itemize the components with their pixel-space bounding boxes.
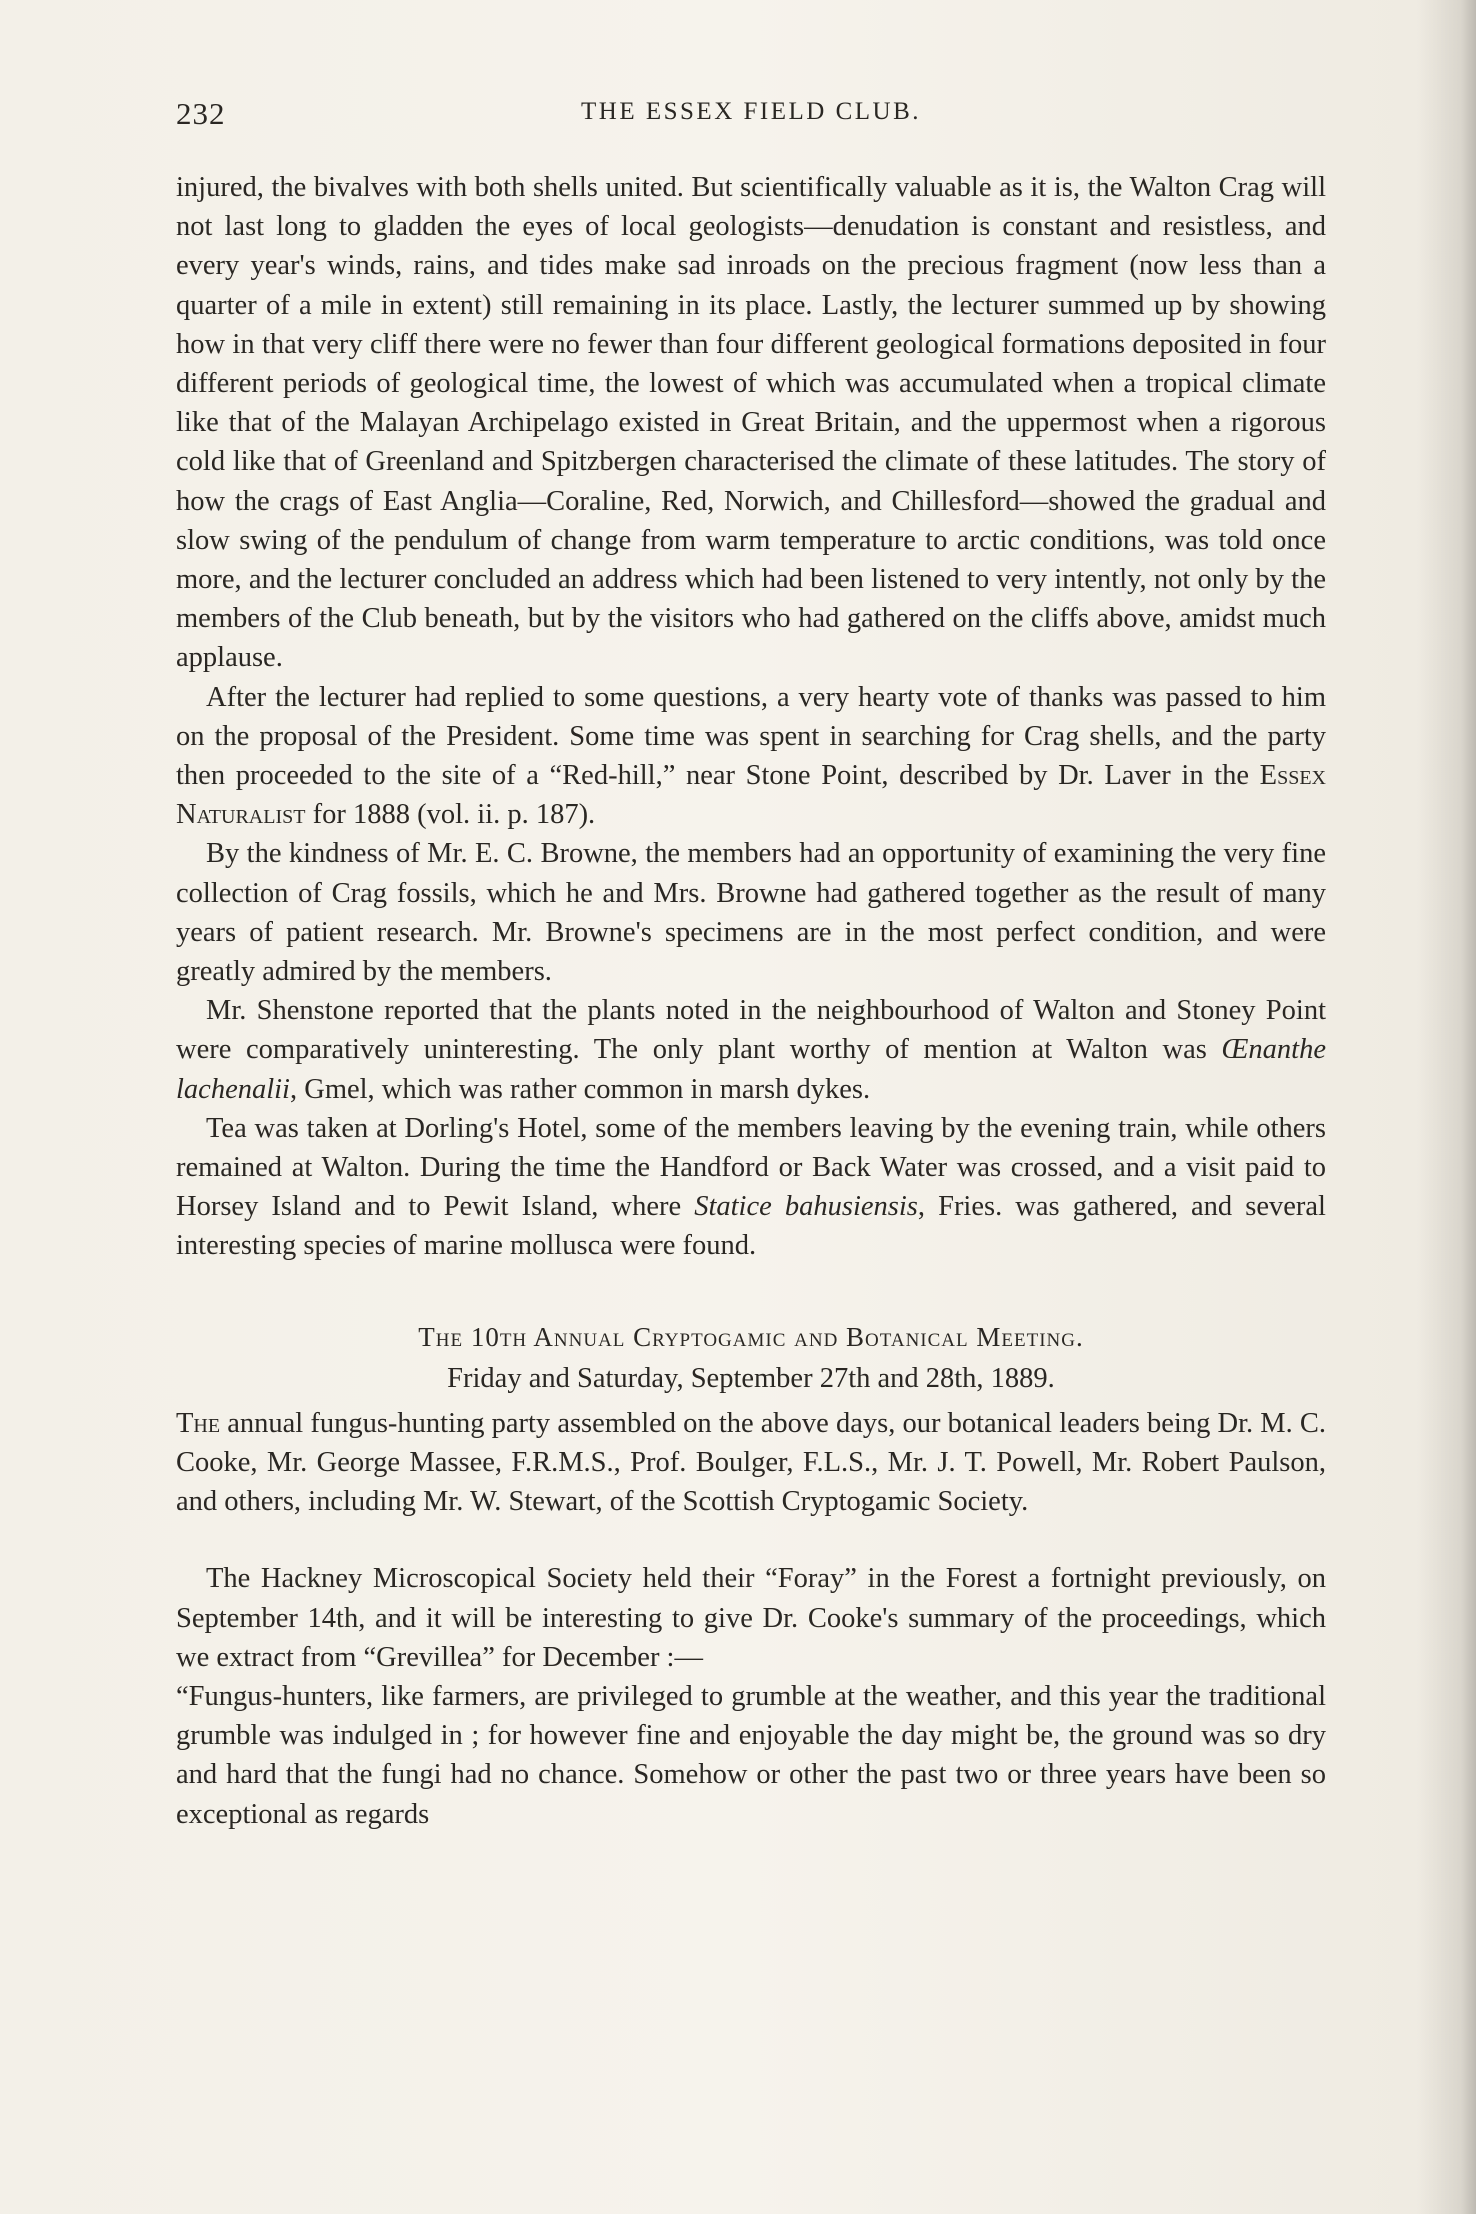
page-header <box>176 96 1326 136</box>
paragraph-walton-crag: injured, the bivalves with both shells united. But scientifically valuable as it is, the Walton Crag will not last long to gladden the eyes of local geologists—denudation is constant and resistless, and every year's winds, rains, and tides make sad inroads on the precious fragment (now less than a quarter of a mile in extent) still remaining in its place. Lastly, the lecturer summed up by showing how in that very cliff there were no fewer than four different geological formations deposited in four different periods of geological time, the lowest of which was accumulated when a tropical climate like that of the Malayan Archipelago existed in Great Britain, and the uppermost when a rigorous cold like that of Greenland and Spitzbergen characterised the climate of these latitudes. The story of how the crags of East Anglia—Coraline, Red, Norwich, and Chillesford—showed the gradual and slow swing of the pendulum of change from warm temperature to arctic conditions, was told once more, and the lecturer concluded an address which had been listened to very intently, not only by the members of the Club beneath, but by the visitors who had gathered on the cliffs above, amidst much applause. <box>176 172 1326 674</box>
paragraph-text: After the lecturer had replied to some questions, a very hearty vote of thanks was passed to him on the proposal of the President. Some time was spent in searching for Crag shells, and the party then proceeded to the site of a “Red-hill,” near Stone Point, described by Dr. Laver in the <box>176 681 1326 792</box>
paragraph-text: , Gmel, which was rather common in marsh dykes. <box>289 1073 871 1105</box>
paragraph-gap <box>176 1521 1326 1559</box>
paragraph-shenstone-plants <box>176 991 1326 1109</box>
running-head: THE ESSEX FIELD CLUB. <box>581 98 921 125</box>
body-text <box>176 168 1326 1834</box>
section-date: Friday and Saturday, September 27th and 28th, 1889. <box>447 1362 1055 1394</box>
paragraph-text: Mr. Shenstone reported that the plants noted in the neighbourhood of Walton and Stoney Point were comparatively uninteresting. The only plant worthy of mention at Walton was <box>176 995 1326 1066</box>
paragraph-text: , Fries. was gathered, and several interesting species of marine mollusca were found. <box>176 1191 1326 1262</box>
paragraph-vote-of-thanks <box>176 678 1326 835</box>
paragraph-lead-word: The <box>176 1407 221 1439</box>
paragraph-text: annual fungus-hunting party assembled on the above days, our botanical leaders being Dr. M. C. Cooke, Mr. George Massee, F.R.M.S., Prof. Boulger, F.L.S., Mr. J. T. Powell, Mr. Robert Paulson, and others, including Mr. W. Stewart, of the Scottish Cryptogamic Society. <box>176 1407 1326 1518</box>
page-number: 232 <box>176 96 226 131</box>
paragraph-quoted-summary: “Fungus-hunters, like farmers, are privileged to grumble at the weather, and this year the traditional grumble was indulged in ; for however fine and enjoyable the day might be, the ground was so dry and hard that the fungi had no chance. Somehow or other the past two or three years have been so exceptional as regards <box>176 1680 1326 1830</box>
paragraph-browne-collection: By the kindness of Mr. E. C. Browne, the members had an opportunity of examining the very fine collection of Crag fossils, which he and Mrs. Browne had gathered together as the result of many years of patient research. Mr. Browne's specimens are in the most perfect condition, and were greatly admired by the members. <box>176 838 1326 988</box>
paragraph-text: Tea was taken at Dorling's Hotel, some of the members leaving by the evening train, while others remained at Walton. During the time the Handford or Back Water was crossed, and a visit paid to Horsey Island and to Pewit Island, where <box>176 1112 1326 1223</box>
species-name: Œnanthe lachenalii <box>176 1034 1326 1105</box>
journal-title: Essex Naturalist <box>176 760 1326 831</box>
paragraph-fungus-party <box>176 1404 1326 1522</box>
section-heading: The 10th Annual Cryptogamic and Botanical Meeting. <box>418 1321 1084 1352</box>
paragraph-hackney-foray: The Hackney Microscopical Society held their “Foray” in the Forest a fortnight previously, on September 14th, and it will be interesting to give Dr. Cooke's summary of the proceedings, which we extract from “Grevillea” for December :— <box>176 1563 1326 1673</box>
species-name: Statice bahusiensis <box>694 1191 918 1223</box>
paragraph-text: for 1888 (vol. ii. p. 187). <box>305 799 596 831</box>
paragraph-tea-dorlings <box>176 1109 1326 1266</box>
